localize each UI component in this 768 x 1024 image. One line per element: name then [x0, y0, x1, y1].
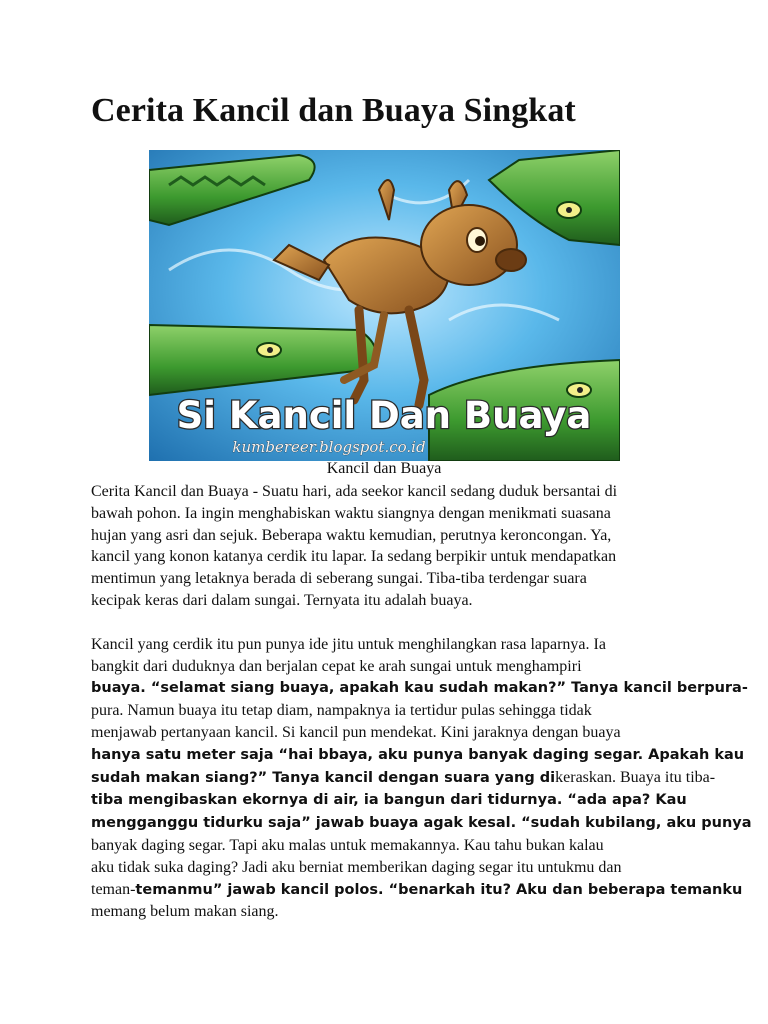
paragraph-1-line: Cerita Kancil dan Buaya - Suatu hari, ada seekor kancil sedang duduk bersantai di — [91, 483, 618, 500]
text-segment: pura. Namun buaya itu tetap diam, nampaknya ia tertidur pulas sehingga tidak — [91, 702, 592, 720]
bold-text-segment: buaya. “selamat siang buaya, apakah kau sudah makan?” Tanya kancil berpura- — [91, 680, 748, 697]
text-segment: menjawab pertanyaan kancil. Si kancil pun mendekat. Kini jaraknya dengan buaya — [91, 723, 621, 741]
watermark-text: kumbereer.blogspot.co.id — [232, 438, 426, 456]
kancil-buaya-illustration — [149, 150, 620, 461]
paragraph-2-line — [91, 857, 691, 879]
bold-text-segment: mengganggu tidurku saja” jawab buaya agak kesal. “sudah kubilang, aku punya — [91, 815, 752, 832]
paragraph-2-line — [91, 744, 745, 767]
bold-text-segment: temanmu” jawab kancil polos. “benarkah itu? Aku dan beberapa temanku — [135, 881, 743, 898]
paragraph-2 — [91, 634, 752, 923]
text-segment: bangkit dari duduknya dan berjalan cepat ke arah sungai untuk menghampiri — [91, 657, 582, 675]
paragraph-2-line — [91, 634, 691, 656]
paragraph-2-line — [91, 700, 691, 722]
paragraph-2-line — [91, 901, 691, 923]
text-segment: keraskan. Buaya itu tiba- — [555, 768, 716, 786]
text-segment: aku tidak suka daging? Jadi aku berniat memberikan daging segar itu untukmu dan — [91, 858, 622, 876]
paragraph-2-line — [91, 722, 691, 744]
paragraph-2-line — [91, 789, 691, 812]
paragraph-2-line — [91, 879, 743, 902]
bold-text-segment: hanya satu meter saja “hai bbaya, aku punya banyak daging segar. Apakah kau — [91, 746, 745, 763]
paragraph-1 — [91, 481, 691, 612]
story-body — [91, 481, 752, 923]
paragraph-2-line — [91, 656, 691, 678]
page-title: Cerita Kancil dan Buaya Singkat — [91, 92, 576, 129]
image-caption: Kancil dan Buaya — [326, 460, 442, 477]
paragraph-2-line — [91, 835, 691, 857]
paragraph-2-line — [91, 767, 716, 790]
paragraph-1-line: bawah pohon. Ia ingin menghabiskan waktu siangnya dengan menikmati suasana — [91, 504, 611, 522]
text-segment: teman- — [91, 880, 136, 898]
paragraph-1-line: hujan yang asri dan sejuk. Beberapa waktu kemudian, perutnya keroncongan. Ya, — [91, 526, 612, 544]
bold-text-segment: tiba mengibaskan ekornya di air, ia bangun dari tidurnya. “ada apa? Kau — [91, 792, 687, 809]
banner-title: Si Kancil Dan Buaya — [176, 394, 592, 437]
text-segment: Kancil yang cerdik itu pun punya ide jitu untuk menghilangkan rasa laparnya. Ia — [91, 635, 606, 653]
paragraph-2-line — [91, 677, 748, 700]
bold-text-segment: sudah makan siang?” Tanya kancil dengan suara yang di — [91, 769, 556, 786]
text-segment: banyak daging segar. Tapi aku malas untuk memakannya. Kau tahu bukan kalau — [91, 836, 604, 854]
paragraph-1-line: kancil yang konon katanya cerdik itu lapar. Ia sedang berpikir untuk mendapatkan — [91, 548, 617, 566]
paragraph-2-line — [91, 812, 752, 835]
text-segment: memang belum makan siang. — [91, 903, 279, 921]
paragraph-1-line: kecipak keras dari dalam sungai. Ternyata itu adalah buaya. — [91, 591, 473, 609]
paragraph-1-line: mentimun yang letaknya berada di seberang sungai. Tiba-tiba terdengar suara — [91, 570, 587, 588]
